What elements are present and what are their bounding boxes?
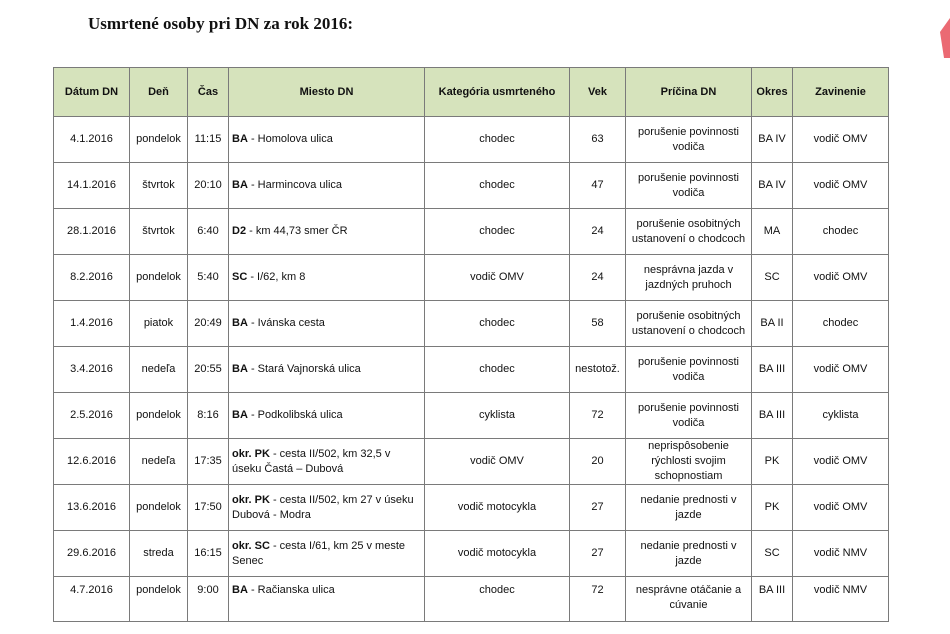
cell-vek: 47 xyxy=(570,163,626,209)
cell-datum: 14.1.2016 xyxy=(54,163,130,209)
place-prefix: BA xyxy=(232,584,248,596)
cell-okres: PK xyxy=(752,439,793,485)
cell-cas: 16:15 xyxy=(188,531,229,577)
cell-vek: 63 xyxy=(570,117,626,163)
table-row xyxy=(54,347,889,393)
place-detail: - km 44,73 smer ČR xyxy=(246,225,348,237)
cell-kategoria: chodec xyxy=(425,577,570,622)
cell-kategoria: chodec xyxy=(425,163,570,209)
cell-datum: 28.1.2016 xyxy=(54,209,130,255)
cell-okres: BA IV xyxy=(752,163,793,209)
cell-zavinenie: chodec xyxy=(793,209,889,255)
cell-zavinenie: vodič NMV xyxy=(793,577,889,622)
cell-vek: 20 xyxy=(570,439,626,485)
cell-miesto xyxy=(229,301,425,347)
place-prefix: okr. SC xyxy=(232,539,270,552)
cell-okres: SC xyxy=(752,255,793,301)
place-detail: - I/62, km 8 xyxy=(247,271,306,283)
cell-pricina: neprispôsobenie rýchlosti svojim schopnostiam xyxy=(626,439,752,485)
cell-miesto xyxy=(229,255,425,301)
cell-kategoria: chodec xyxy=(425,117,570,163)
header-datum: Dátum DN xyxy=(54,68,130,117)
cell-miesto xyxy=(229,439,425,485)
cell-pricina: nedanie prednosti v jazde xyxy=(626,531,752,577)
place-prefix: BA xyxy=(232,317,248,329)
table-row xyxy=(54,301,889,347)
place-detail: - Homolova ulica xyxy=(247,133,333,145)
header-vek: Vek xyxy=(570,68,626,117)
decorative-corner-mark xyxy=(936,18,950,58)
cell-cas: 17:35 xyxy=(188,439,229,485)
cell-den: pondelok xyxy=(130,485,188,531)
cell-miesto xyxy=(229,485,425,531)
cell-okres: BA III xyxy=(752,577,793,622)
table-row xyxy=(54,163,889,209)
cell-datum: 4.7.2016 xyxy=(54,577,130,622)
cell-zavinenie: vodič NMV xyxy=(793,531,889,577)
cell-zavinenie: vodič OMV xyxy=(793,255,889,301)
cell-kategoria: vodič OMV xyxy=(425,439,570,485)
place-detail: - Stará Vajnorská ulica xyxy=(247,363,361,375)
place-prefix: BA xyxy=(232,179,248,191)
cell-pricina: porušenie osobitných ustanovení o chodcoch xyxy=(626,301,752,347)
cell-pricina: porušenie povinnosti vodiča xyxy=(626,393,752,439)
cell-pricina: porušenie povinnosti vodiča xyxy=(626,347,752,393)
cell-kategoria: vodič motocykla xyxy=(425,531,570,577)
cell-okres: BA III xyxy=(752,393,793,439)
cell-miesto xyxy=(229,117,425,163)
cell-pricina: porušenie povinnosti vodiča xyxy=(626,163,752,209)
header-cas: Čas xyxy=(188,68,229,117)
cell-den: piatok xyxy=(130,301,188,347)
cell-zavinenie: vodič OMV xyxy=(793,163,889,209)
cell-den: streda xyxy=(130,531,188,577)
header-okres: Okres xyxy=(752,68,793,117)
cell-den: pondelok xyxy=(130,577,188,622)
place-prefix: okr. PK xyxy=(232,493,270,506)
place-prefix: BA xyxy=(232,363,248,375)
cell-datum: 8.2.2016 xyxy=(54,255,130,301)
cell-miesto xyxy=(229,577,425,622)
table-row xyxy=(54,485,889,531)
place-detail: - cesta II/502, km 27 v úseku Dubová - Modra xyxy=(232,493,414,521)
cell-kategoria: chodec xyxy=(425,347,570,393)
table-row xyxy=(54,209,889,255)
cell-den: nedeľa xyxy=(130,439,188,485)
header-pricina: Príčina DN xyxy=(626,68,752,117)
cell-kategoria: vodič OMV xyxy=(425,255,570,301)
cell-cas: 6:40 xyxy=(188,209,229,255)
cell-cas: 11:15 xyxy=(188,117,229,163)
cell-cas: 9:00 xyxy=(188,577,229,622)
cell-den: nedeľa xyxy=(130,347,188,393)
place-detail: - Ivánska cesta xyxy=(247,317,325,329)
cell-den: pondelok xyxy=(130,393,188,439)
cell-den: štvrtok xyxy=(130,163,188,209)
cell-vek: 72 xyxy=(570,393,626,439)
cell-okres: BA III xyxy=(752,347,793,393)
cell-pricina: porušenie osobitných ustanovení o chodcoch xyxy=(626,209,752,255)
cell-pricina: nesprávne otáčanie a cúvanie xyxy=(626,577,752,622)
cell-kategoria: vodič motocykla xyxy=(425,485,570,531)
header-kategoria: Kategória usmrteného xyxy=(425,68,570,117)
header-zavinenie: Zavinenie xyxy=(793,68,889,117)
cell-den: štvrtok xyxy=(130,209,188,255)
cell-datum: 13.6.2016 xyxy=(54,485,130,531)
cell-cas: 20:10 xyxy=(188,163,229,209)
cell-datum: 12.6.2016 xyxy=(54,439,130,485)
cell-kategoria: chodec xyxy=(425,301,570,347)
cell-vek: 27 xyxy=(570,531,626,577)
place-prefix: BA xyxy=(232,133,248,145)
cell-miesto xyxy=(229,209,425,255)
cell-datum: 3.4.2016 xyxy=(54,347,130,393)
cell-datum: 1.4.2016 xyxy=(54,301,130,347)
place-prefix: SC xyxy=(232,271,248,283)
cell-vek: 24 xyxy=(570,255,626,301)
place-detail: - Harmincova ulica xyxy=(247,179,343,191)
cell-cas: 17:50 xyxy=(188,485,229,531)
place-detail: - cesta II/502, km 32,5 v úseku Častá – Dubová xyxy=(232,447,391,475)
cell-pricina: nedanie prednosti v jazde xyxy=(626,485,752,531)
page-title: Usmrtené osoby pri DN za rok 2016: xyxy=(88,14,354,33)
place-detail: - Račianska ulica xyxy=(247,584,335,596)
cell-okres: BA II xyxy=(752,301,793,347)
place-prefix: okr. PK xyxy=(232,447,270,460)
cell-miesto xyxy=(229,163,425,209)
table-header-row xyxy=(54,68,889,117)
cell-datum: 29.6.2016 xyxy=(54,531,130,577)
table-row xyxy=(54,531,889,577)
place-detail: - cesta I/61, km 25 v meste Senec xyxy=(232,539,406,567)
cell-okres: MA xyxy=(752,209,793,255)
cell-pricina: porušenie povinnosti vodiča xyxy=(626,117,752,163)
cell-zavinenie: vodič OMV xyxy=(793,439,889,485)
cell-zavinenie: cyklista xyxy=(793,393,889,439)
cell-datum: 2.5.2016 xyxy=(54,393,130,439)
cell-zavinenie: chodec xyxy=(793,301,889,347)
cell-cas: 20:49 xyxy=(188,301,229,347)
fatalities-table xyxy=(53,67,889,622)
cell-vek: 24 xyxy=(570,209,626,255)
cell-vek: nestotož. xyxy=(570,347,626,393)
table-row xyxy=(54,393,889,439)
cell-miesto xyxy=(229,347,425,393)
cell-cas: 20:55 xyxy=(188,347,229,393)
cell-den: pondelok xyxy=(130,117,188,163)
table-row xyxy=(54,255,889,301)
table-row xyxy=(54,439,889,485)
cell-cas: 5:40 xyxy=(188,255,229,301)
cell-vek: 27 xyxy=(570,485,626,531)
place-prefix: BA xyxy=(232,409,248,421)
cell-cas: 8:16 xyxy=(188,393,229,439)
cell-kategoria: chodec xyxy=(425,209,570,255)
cell-pricina: nesprávna jazda v jazdných pruhoch xyxy=(626,255,752,301)
table-row xyxy=(54,577,889,622)
cell-okres: PK xyxy=(752,485,793,531)
place-detail: - Podkolibská ulica xyxy=(247,409,343,421)
header-miesto: Miesto DN xyxy=(229,68,425,117)
cell-okres: SC xyxy=(752,531,793,577)
place-prefix: D2 xyxy=(232,225,247,237)
cell-kategoria: cyklista xyxy=(425,393,570,439)
cell-zavinenie: vodič OMV xyxy=(793,485,889,531)
cell-den: pondelok xyxy=(130,255,188,301)
cell-miesto xyxy=(229,393,425,439)
cell-vek: 72 xyxy=(570,577,626,622)
cell-okres: BA IV xyxy=(752,117,793,163)
cell-datum: 4.1.2016 xyxy=(54,117,130,163)
cell-miesto xyxy=(229,531,425,577)
table-row xyxy=(54,117,889,163)
cell-vek: 58 xyxy=(570,301,626,347)
header-den: Deň xyxy=(130,68,188,117)
cell-zavinenie: vodič OMV xyxy=(793,117,889,163)
cell-zavinenie: vodič OMV xyxy=(793,347,889,393)
